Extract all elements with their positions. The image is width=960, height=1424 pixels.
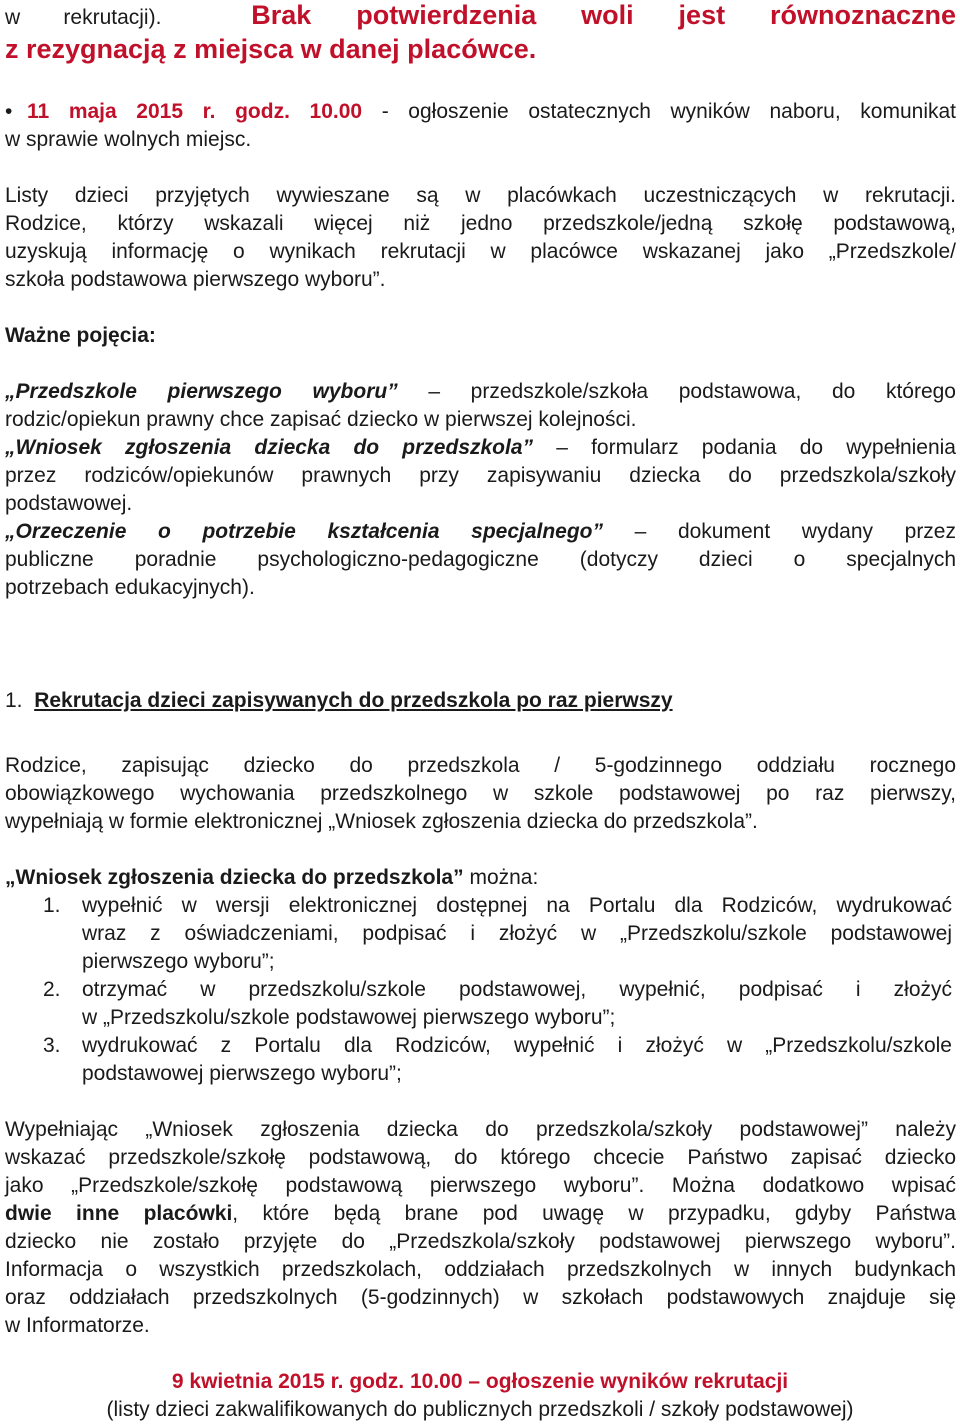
concept-term: „Wniosek zgłoszenia dziecka do przedszkola” xyxy=(5,436,534,459)
intro-warning: Brak potwierdzenia woli jest równoznaczne xyxy=(251,0,956,30)
paragraph-line: obowiązkowego wychowania przedszkolnego w szkole podstawowej po raz pierwszy, xyxy=(5,782,956,805)
footer-subtitle: (listy dzieci zakwalifikowanych do publicznych przedszkoli / szkoły podstawowej) xyxy=(106,1398,854,1421)
paragraph-text: , które będą brane pod uwagę w przypadku, gdyby Państwa xyxy=(232,1202,956,1225)
concept-term-line xyxy=(5,518,956,546)
concept-definition: – przedszkole/szkoła podstawowa, do którego xyxy=(397,380,956,403)
list-item-continuation xyxy=(5,1004,956,1032)
list-item-number: 1. xyxy=(43,894,61,917)
list-item-text: podstawowej pierwszego wyboru”; xyxy=(82,1062,402,1085)
list-item-text: wraz z oświadczeniami, podpisać i złożyć w „Przedszkolu/szkole podstawowej xyxy=(82,922,952,945)
concept-definition: – formularz podania do wypełnienia xyxy=(533,436,956,459)
concept-definition-line: publiczne poradnie psychologiczno-pedagogiczne (dotyczy dzieci o specjalnych xyxy=(5,548,956,571)
paragraph-line: wypełniają w formie elektronicznej „Wniosek zgłoszenia dziecka do przedszkola”. xyxy=(5,810,758,833)
application-heading xyxy=(5,864,956,892)
bullet-icon: • xyxy=(5,100,13,123)
paragraph-line xyxy=(5,1200,956,1228)
section-number: 1. xyxy=(5,689,23,712)
list-item-continuation xyxy=(5,948,956,976)
application-heading-rest: można: xyxy=(463,866,539,889)
concept-term: „Orzeczenie o potrzebie kształcenia specjalnego” xyxy=(5,520,604,543)
list-item-text: w „Przedszkolu/szkole podstawowej pierwszego wyboru”; xyxy=(82,1006,616,1029)
paragraph-line: Informacja o wszystkich przedszkolach, oddziałach przedszkolnych w innych budynkach xyxy=(5,1258,956,1281)
paragraph-line: w Informatorze. xyxy=(5,1314,150,1337)
list-item xyxy=(5,892,956,920)
paragraph-line: Listy dzieci przyjętych wywieszane są w placówkach uczestniczących w rekrutacji. xyxy=(5,184,956,207)
concept-definition-line: przez rodziców/opiekunów prawnych przy zapisywaniu dziecka do przedszkola/szkoły xyxy=(5,464,956,487)
paragraph-line: Rodzice, którzy wskazali więcej niż jedno przedszkole/jedną szkołę podstawową, xyxy=(5,212,956,235)
list-item xyxy=(5,976,956,1004)
bullet-text: - ogłoszenie ostatecznych wyników naboru, komunikat xyxy=(362,100,957,123)
concept-definition-line: rodzic/opiekun prawny chce zapisać dziecko w pierwszej kolejności. xyxy=(5,408,637,431)
bullet-item xyxy=(5,98,956,126)
paragraph-line: szkoła podstawowa pierwszego wyboru”. xyxy=(5,268,386,291)
section-title: Rekrutacja dzieci zapisywanych do przedszkola po raz pierwszy xyxy=(34,689,673,712)
list-item-continuation xyxy=(5,920,956,948)
footer-announcement: 9 kwietnia 2015 r. godz. 10.00 – ogłoszenie wyników rekrutacji xyxy=(171,1370,789,1393)
paragraph-line: oraz oddziałach przedszkolnych (5-godzinnych) w szkołach podstawowych znajduje się xyxy=(5,1286,956,1309)
list-item-text: otrzymać w przedszkolu/szkole podstawowej, wypełnić, podpisać i złożyć xyxy=(82,978,952,1001)
list-item-number: 2. xyxy=(43,978,61,1001)
concept-term-line xyxy=(5,378,956,406)
concept-definition: – dokument wydany przez xyxy=(603,520,956,543)
list-item xyxy=(5,1032,956,1060)
intro-text: w rekrutacji). xyxy=(5,6,162,29)
list-item-continuation xyxy=(5,1060,956,1088)
paragraph-line: uzyskują informację o wynikach rekrutacji w placówce wskazanej jako „Przedszkole/ xyxy=(5,240,956,263)
paragraph-line: jako „Przedszkole/szkołę podstawową pierwszego wyboru”. Można dodatkowo wpisać xyxy=(5,1174,956,1197)
intro-line-1 xyxy=(5,0,956,30)
paragraph-line: wskazać przedszkole/szkołę podstawową, do którego chcecie Państwo zapisać dziecko xyxy=(5,1146,956,1169)
concept-definition-line: potrzebach edukacyjnych). xyxy=(5,576,255,599)
emphasis-text: dwie inne placówki xyxy=(5,1202,233,1225)
bullet-item-line-2: w sprawie wolnych miejsc. xyxy=(5,128,252,151)
list-item-text: pierwszego wyboru”; xyxy=(82,950,275,973)
section-heading xyxy=(5,687,956,715)
list-item-number: 3. xyxy=(43,1034,61,1057)
bullet-date: 11 maja 2015 r. godz. 10.00 xyxy=(27,100,363,123)
intro-warning-line-2: z rezygnacją z miejsca w danej placówce. xyxy=(5,34,537,64)
concept-term: „Przedszkole pierwszego wyboru” xyxy=(5,380,398,403)
paragraph-line: Wypełniając „Wniosek zgłoszenia dziecka do przedszkola/szkoły podstawowej” należy xyxy=(5,1118,956,1141)
concepts-heading: Ważne pojęcia: xyxy=(5,324,156,347)
list-item-text: wypełnić w wersji elektronicznej dostępnej na Portalu dla Rodziców, wydrukować xyxy=(82,894,952,917)
application-heading-bold: „Wniosek zgłoszenia dziecka do przedszkola” xyxy=(5,866,464,889)
list-item-text: wydrukować z Portalu dla Rodziców, wypełnić i złożyć w „Przedszkolu/szkole xyxy=(82,1034,952,1057)
paragraph-line: dziecko nie zostało przyjęte do „Przedszkola/szkoły podstawowej pierwszego wyboru”. xyxy=(5,1230,956,1253)
paragraph-line: Rodzice, zapisując dziecko do przedszkola / 5-godzinnego oddziału rocznego xyxy=(5,754,956,777)
concept-term-line xyxy=(5,434,956,462)
concept-definition-line: podstawowej. xyxy=(5,492,133,515)
